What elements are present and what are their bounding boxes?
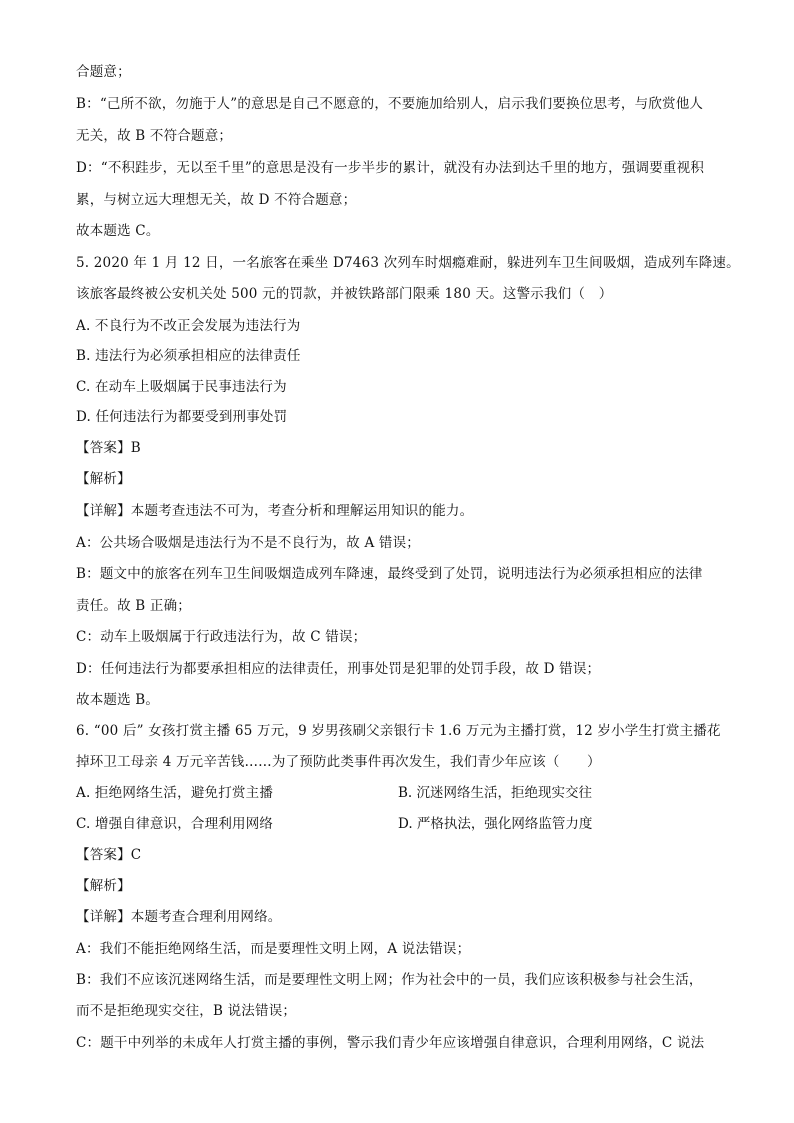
explanation-line: 责任。故 B 正确； xyxy=(76,598,192,614)
answer-label: 【答案】C xyxy=(76,847,142,863)
option-d: D. 任何违法行为都要受到刑事处罚 xyxy=(76,409,288,425)
explanation-line: B：我们不应该沉迷网络生活，而是要理性文明上网；作为社会中的一员，我们应该积极参与社会生活， xyxy=(76,972,703,988)
explanation-line: D：任何违法行为都要承担相应的法律责任，刑事处罚是犯罪的处罚手段，故 D 错误； xyxy=(76,661,601,677)
text-line: D：“不积跬步，无以至千里”的意思是没有一步半步的累计，就没有办法到达千里的地方，强调要重视积 xyxy=(76,160,705,176)
text-line: 故本题选 C。 xyxy=(76,223,160,239)
explanation-line: 而不是拒绝现实交往，B 说法错误； xyxy=(76,1003,297,1019)
text-line: 无关，故 B 不符合题意； xyxy=(76,128,233,144)
option-c: C. 增强自律意识，合理利用网络 xyxy=(76,816,274,832)
option-b: B. 违法行为必须承担相应的法律责任 xyxy=(76,348,301,364)
question-5-stem: 5. 2020 年 1 月 12 日，一名旅客在乘坐 D7463 次列车时烟瘾难耐，躲进列车卫生间吸烟，造成列车降速。 xyxy=(76,255,740,271)
explanation-line: 故本题选 B。 xyxy=(76,692,160,708)
explanation-line: C：动车上吸烟属于行政违法行为，故 C 错误； xyxy=(76,629,367,645)
explanation-line: A：我们不能拒绝网络生活，而是要理性文明上网，A 说法错误； xyxy=(76,941,471,957)
answer-label: 【答案】B xyxy=(76,440,141,456)
text-line: 合题意； xyxy=(76,64,131,80)
question-6-stem: 掉环卫工母亲 4 万元辛苦钱……为了预防此类事件再次发生，我们青少年应该（ ） xyxy=(76,754,601,770)
question-6-stem: 6. “00 后” 女孩打赏主播 65 万元，9 岁男孩刷父亲银行卡 1.6 万元为主播打赏，12 岁小学生打赏主播花 xyxy=(76,723,721,739)
question-5-stem: 该旅客最终被公安机关处 500 元的罚款，并被铁路部门限乘 180 天。这警示我们（ ） xyxy=(76,286,613,302)
option-d: D. 严格执法，强化网络监管力度 xyxy=(398,816,593,832)
explanation-line: 【详解】本题考查合理利用网络。 xyxy=(76,909,282,925)
explanation-line: A：公共场合吸烟是违法行为不是不良行为，故 A 错误； xyxy=(76,535,420,551)
text-line: B：“己所不欲，勿施于人”的意思是自己不愿意的，不要施加给别人，启示我们要换位思考，与欣赏他人 xyxy=(76,96,704,112)
explanation-line: 【详解】本题考查违法不可为，考查分析和理解运用知识的能力。 xyxy=(76,503,474,519)
option-a: A. 拒绝网络生活，避免打赏主播 xyxy=(76,785,274,801)
text-line: 累，与树立远大理想无关，故 D 不符合题意； xyxy=(76,192,357,208)
option-b: B. 沉迷网络生活，拒绝现实交往 xyxy=(398,785,593,801)
analysis-label: 【解析】 xyxy=(76,471,131,487)
explanation-line: B：题文中的旅客在列车卫生间吸烟造成列车降速，最终受到了处罚，说明违法行为必须承担相应的法律 xyxy=(76,566,703,582)
option-a: A. 不良行为不改正会发展为违法行为 xyxy=(76,318,301,334)
option-c: C. 在动车上吸烟属于民事违法行为 xyxy=(76,379,287,395)
explanation-line: C：题干中列举的未成年人打赏主播的事例，警示我们青少年应该增强自律意识，合理利用网络，C 说法 xyxy=(76,1035,705,1051)
analysis-label: 【解析】 xyxy=(76,878,131,894)
